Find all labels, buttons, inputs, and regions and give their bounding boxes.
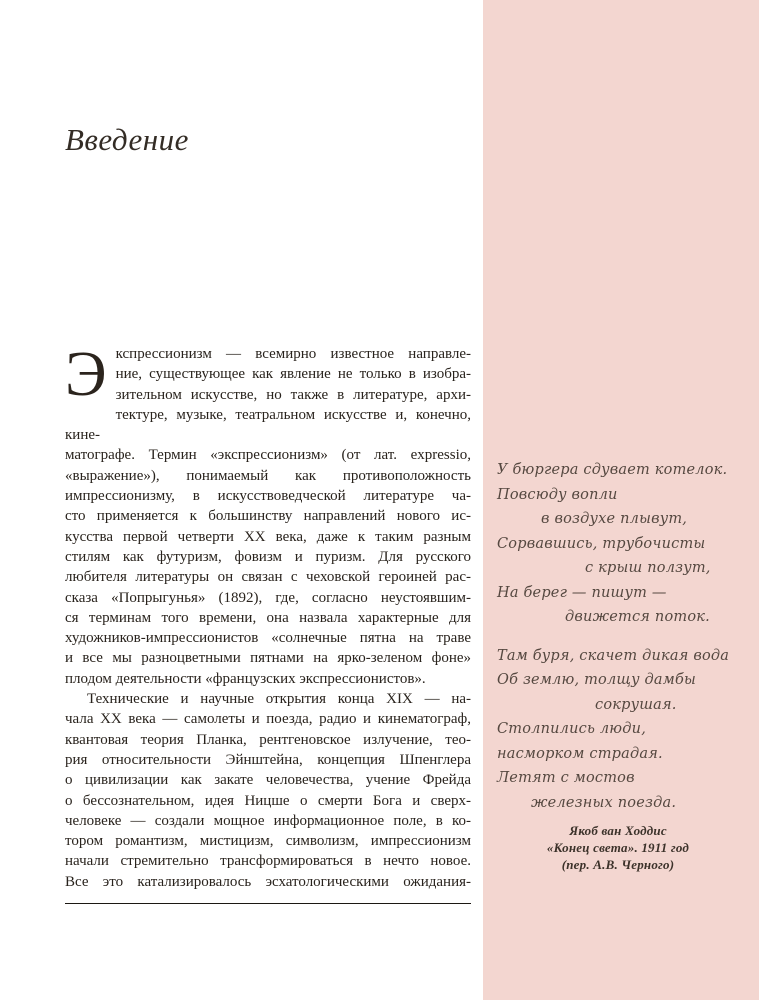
text-line: матографе. Термин «экспрессионизм» (от лат. expressio, <box>65 447 471 464</box>
poem-line: Сорвавшись, трубочисты <box>497 535 706 552</box>
text-line: импрессионизму, в искусствоведческой литературе ча- <box>65 488 471 505</box>
text-line: и все мы разноцветными пятнами на ярко-зеленом фоне» <box>65 650 471 667</box>
text-line: (пер. А.В. Черного) <box>561 857 675 872</box>
text-line: художников-импрессионистов «солнечные пятна на траве <box>65 630 471 647</box>
text-line: сто применяется к большинству направлений нового ис- <box>65 508 471 525</box>
poem-line: Летят с мостов <box>497 770 635 786</box>
paragraph-2 <box>65 689 471 892</box>
text-line: Технические и научные открытия конца XIX — на- <box>87 691 471 708</box>
poem-line: У бюргера сдувает котелок. <box>497 462 728 478</box>
footer-rule <box>65 903 471 904</box>
sidebar-panel <box>483 0 759 1000</box>
paragraph-1 <box>65 339 471 689</box>
poem-stanza-1 <box>497 458 749 630</box>
chapter-title: Введение <box>65 122 189 157</box>
poem-line: сокрушая. <box>595 696 677 713</box>
text-line: о цивилизации как закате человечества, учение Фрейда <box>65 772 471 789</box>
text-line: тектуре, музыке, театральном искусстве и, конечно, кине- <box>65 406 471 444</box>
poem-line: железных поезда. <box>531 794 677 811</box>
poem-line: насморком страдая. <box>497 745 663 762</box>
text-line: ние, существующее как явление не только в изобра- <box>115 366 471 383</box>
text-line: «выражение»), понимаемый как противоположность <box>65 467 471 484</box>
text-line: чала XX века — самолеты и поезда, радио и кинематограф, <box>65 711 471 728</box>
text-line: кусства первой четверти XX века, даже к таким разным <box>65 528 471 545</box>
text-line: начали стремительно трансформироваться в нечто новое. <box>65 853 471 870</box>
poem-stanza-2 <box>497 644 749 816</box>
text-line: ся терминам того времени, она назвала характерные для <box>65 609 471 626</box>
poem <box>497 458 749 873</box>
poem-line: На берег — пишут — <box>497 584 667 601</box>
text-line: Якоб ван Ходдис <box>569 823 667 838</box>
text-line: о бессознательном, идея Ницше о смерти Бога и сверх- <box>65 792 471 809</box>
text-line: Все это катализировалось эсхатологическими ожидания- <box>65 873 471 890</box>
poem-line: Столпились люди, <box>497 721 647 737</box>
text-line: рия относительности Эйнштейна, концепция Шпенглера <box>65 751 471 768</box>
text-line: квантовая теория Планка, рентгеновское излучение, тео- <box>65 731 471 748</box>
text-line: тором романтизм, мистицизм, символизм, импрессионизм <box>65 833 471 850</box>
poem-line: Там буря, скачет дикая вода <box>497 647 730 664</box>
poem-line: Об землю, толщу дамбы <box>497 672 697 688</box>
text-line: кспрессионизм — всемирно известное направле- <box>115 346 471 362</box>
poem-line: с крыш ползут, <box>585 560 711 576</box>
paragraph-1-lines <box>65 339 471 689</box>
poem-attribution <box>497 822 739 873</box>
text-line: «Конец света». 1911 год <box>546 840 690 855</box>
body-text <box>65 339 471 892</box>
text-line: плодом деятельности «французских экспрессионистов». <box>65 670 426 687</box>
text-line: стилям как футуризм, фовизм и пуризм. Для русского <box>65 548 471 565</box>
text-line: любителя литературы он связан с чеховской героиней рас- <box>65 569 471 586</box>
poem-line: в воздухе плывут, <box>541 511 688 527</box>
text-line: зительном искусстве, но также в литературе, архи- <box>115 386 471 403</box>
text-line: человеке — создали мощное информационное поле, в ко- <box>65 812 471 829</box>
poem-line: Повсюду вопли <box>497 486 618 503</box>
dropcap-letter: Э <box>65 339 107 409</box>
text-line: сказа «Попрыгунья» (1892), где, согласно неустоявшим- <box>65 589 471 606</box>
poem-line: движется поток. <box>565 609 710 625</box>
